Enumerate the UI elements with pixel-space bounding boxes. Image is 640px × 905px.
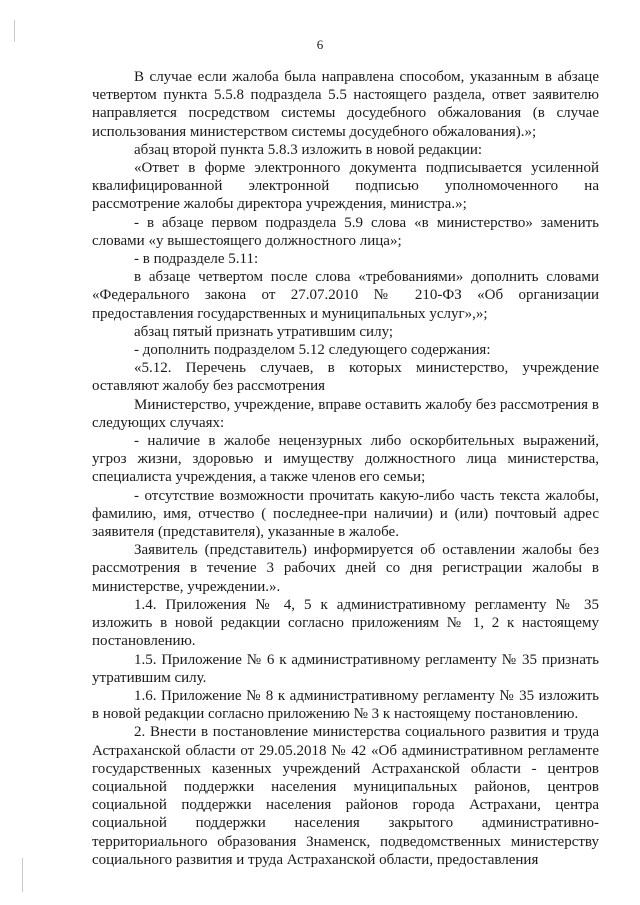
paragraph: абзац второй пункта 5.8.3 изложить в новой редакции: bbox=[134, 141, 483, 158]
document-body bbox=[92, 68, 599, 869]
paragraph: В случае если жалоба была направлена способом, указанным в абзаце четвертом пункта 5.5.8 подраздела 5.5 настоящего раздела, ответ заявителю направляется посредством системы досудебного обжалования (в случае использования министерством системы досудебного обжалования).»; bbox=[92, 69, 599, 140]
paragraph: абзац пятый признать утратившим силу; bbox=[134, 323, 394, 340]
paragraph: Министерство, учреждение, вправе оставить жалобу без рассмотрения в следующих случаях: bbox=[92, 396, 599, 431]
paragraph: Заявитель (представитель) информируется об оставлении жалобы без рассмотрения в течение 3 рабочих дней со дня регистрации жалобы в министерстве, учреждении.». bbox=[92, 542, 599, 595]
paragraph: 1.5. Приложение № 6 к административному регламенту № 35 признать утратившим силу. bbox=[92, 651, 599, 686]
paragraph: - в абзаце первом подраздела 5.9 слова «в министерство» заменить словами «у вышестоящего должностного лица»; bbox=[92, 214, 599, 249]
paragraph: - дополнить подразделом 5.12 следующего содержания: bbox=[134, 342, 491, 359]
paragraph: «Ответ в форме электронного документа подписывается усиленной квалифицированной электронной подписью уполномоченного на рассмотрение жалобы директора учреждения, министра.»; bbox=[92, 160, 599, 213]
paragraph: «5.12. Перечень случаев, в которых министерство, учреждение оставляют жалобу без рассмотрения bbox=[92, 360, 599, 395]
paragraph: - наличие в жалобе нецензурных либо оскорбительных выражений, угроз жизни, здоровью и имуществу должностного лица министерства, специалиста учреждения, а также членов его семьи; bbox=[92, 433, 599, 486]
page-number: 6 bbox=[316, 37, 324, 52]
scan-edge-mark bbox=[22, 858, 23, 892]
paragraph: - отсутствие возможности прочитать какую-либо часть текста жалобы, фамилию, имя, отчество ( последнее-при наличии) и (или) почтовый адрес заявителя (представителя), указанные в жалобе. bbox=[92, 487, 599, 541]
paragraph: 1.4. Приложения № 4, 5 к административному регламенту № 35 изложить в новой редакции согласно приложениям № 1, 2 к настоящему постановлению. bbox=[92, 596, 599, 650]
paragraph: 2. Внести в постановление министерства социального развития и труда Астраханской области от 29.05.2018 № 42 «Об административном регламенте государственных казенных учреждений Астраханской области - центров социальной поддержки населения муниципальных районов, центров социальной поддержки населения районов города Астрахани, центра социальной поддержки населения закрытого административно-территориального образования Знаменск, подведомственных министерству социального развития и труда Астраханской области, предоставления bbox=[92, 724, 599, 868]
paragraph: - в подразделе 5.11: bbox=[134, 251, 259, 268]
paragraph: 1.6. Приложение № 8 к административному регламенту № 35 изложить в новой редакции согласно приложению № 3 к настоящему постановлению. bbox=[92, 687, 599, 723]
paragraph: в абзаце четвертом после слова «требованиями» дополнить словами «Федерального закона от 27.07.2010 № 210-ФЗ «Об организации предоставления государственных и муниципальных услуг»,»; bbox=[92, 269, 599, 322]
